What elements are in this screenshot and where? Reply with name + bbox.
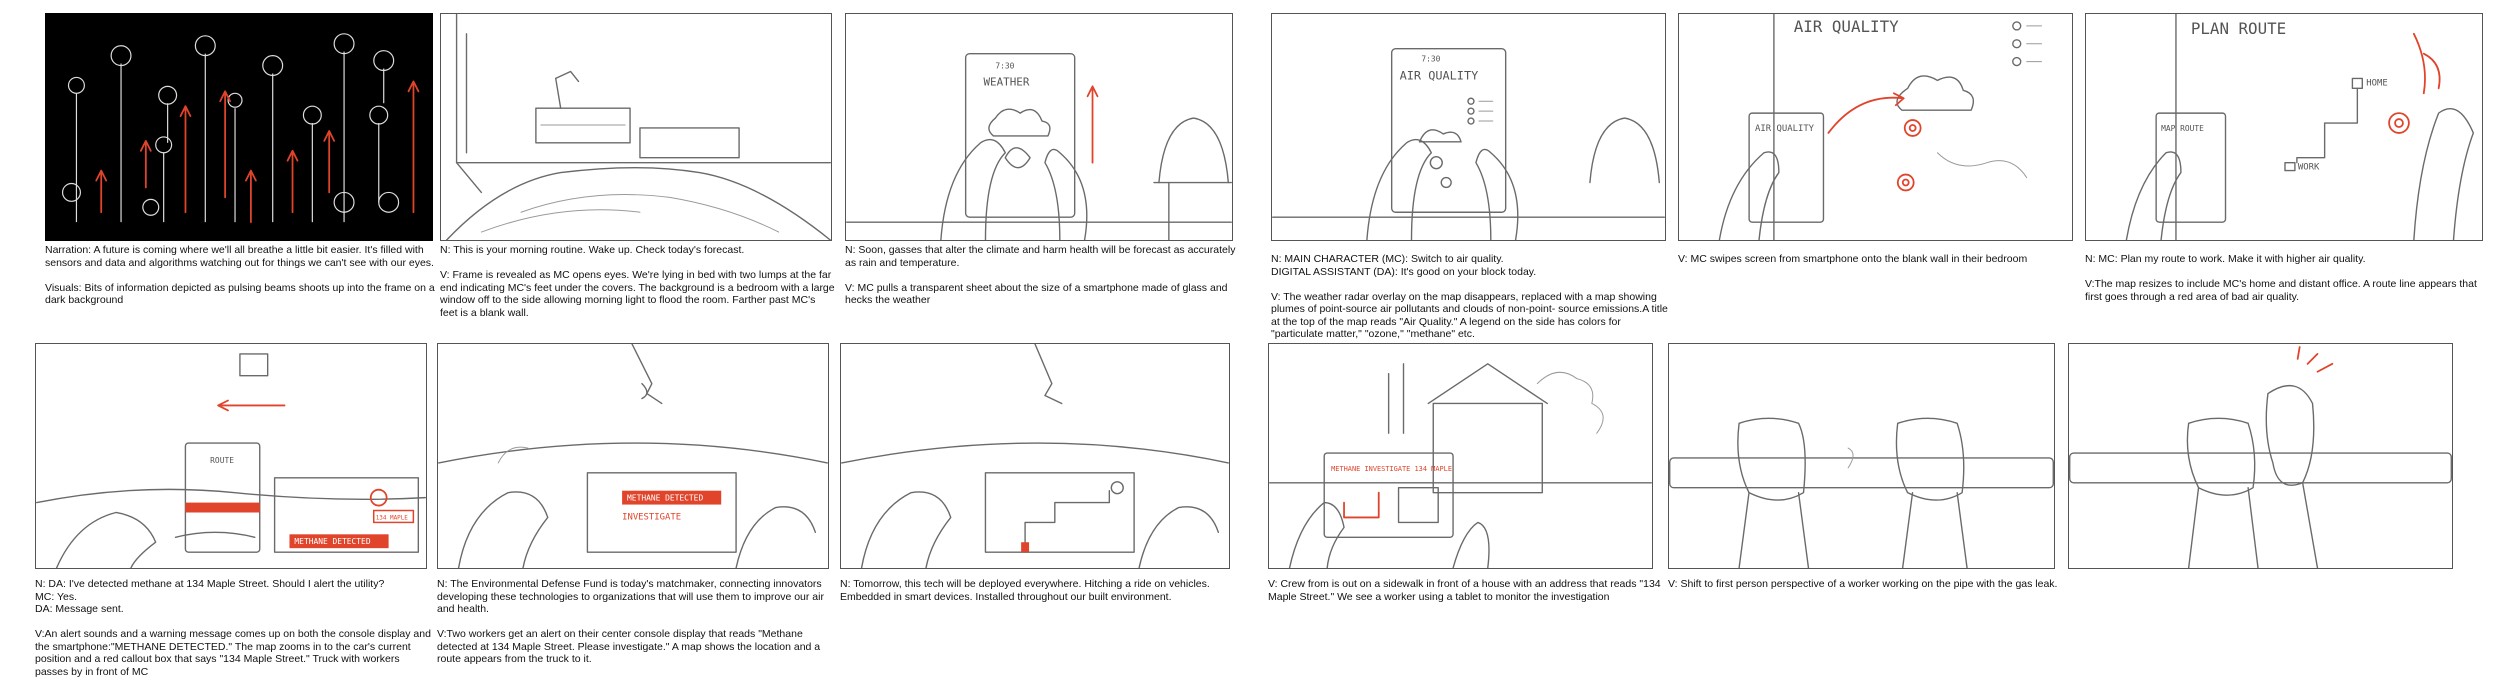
panel-8-caption: N: The Environmental Defense Fund is today's matchmaker, connecting innovators developing these technologies to organizations that will use them to improve our air and health. V:Two workers get an alert on their center console display that reads "Methane detected at 134 Maple Street. Please investigate." A map shows the location and a route appears from the truck to it. — [437, 578, 824, 665]
panel-8-frame — [437, 343, 829, 569]
panel-7-caption: N: DA: I've detected methane at 134 Maple Street. Should I alert the utility? MC: Yes. DA: Message sent. V:An alert sounds and a warning message comes up on both the console display and the smartphone:"METHANE DETECTED." The map zooms in to the car's current position and a red callout box that says "134 Maple Street." Truck with workers passes by in front of MC — [35, 578, 431, 678]
svg-text:METHANE DETECTED: METHANE DETECTED — [294, 537, 371, 547]
panel-2-frame — [440, 13, 832, 241]
svg-text:7:30: 7:30 — [1421, 54, 1441, 64]
panel-9-caption: N: Tomorrow, this tech will be deployed everywhere. Hitching a ride on vehicles. Embedded in smart devices. Installed throughout our built environment. — [840, 578, 1210, 603]
panel-6-frame — [2085, 13, 2483, 241]
car-console-alert-sketch — [36, 344, 426, 568]
panel-7-frame — [35, 343, 427, 569]
panel-11-frame — [1668, 343, 2055, 569]
panel-1-frame — [45, 13, 433, 241]
svg-text:METHANE INVESTIGATE 134 MAPLE: METHANE INVESTIGATE 134 MAPLE — [1331, 464, 1453, 473]
panel-4-frame — [1271, 13, 1666, 241]
svg-text:MAP ROUTE: MAP ROUTE — [2161, 123, 2204, 133]
panel-3-caption: N: Soon, gasses that alter the climate and harm health will be forecast as accurately as rain and temperature. V: MC pulls a transparent sheet about the size of a smartphone made of glass and hecks the weather — [845, 244, 1236, 306]
panel-10-frame — [1268, 343, 1653, 569]
air-quality-phone-sketch — [1272, 14, 1665, 240]
data-beams-sketch — [46, 14, 432, 240]
svg-text:134 MAPLE: 134 MAPLE — [375, 514, 408, 522]
panel-4-caption: N: MAIN CHARACTER (MC): Switch to air quality. DIGITAL ASSISTANT (DA): It's good on your block today. V: The weather radar overlay on the map disappears, replaced with a map showing plumes of point-source air pollutants and clouds of non-point- source emissions.A title at the top of the map reads "Air Quality." A legend on the side has colors for "particulate matter," "ozone," "methane" etc. — [1271, 253, 1668, 340]
panel-11-caption: V: Shift to first person perspective of a worker working on the pipe with the gas leak. — [1668, 578, 2058, 590]
panel-3-frame — [845, 13, 1233, 241]
svg-text:WEATHER: WEATHER — [983, 75, 1030, 89]
plan-route-sketch — [2086, 14, 2482, 240]
pipe-leak-sketch — [2069, 344, 2452, 568]
bedroom-sketch — [441, 14, 831, 240]
workers-truck-console-sketch — [438, 344, 828, 568]
sidewalk-tablet-sketch — [1269, 344, 1652, 568]
panel-1-caption: Narration: A future is coming where we'll all breathe a little bit easier. It's filled with sensors and data and algorithms watching out for things we can't see with our eyes. Visuals: Bits of information depicted as pulsing beams shoots up into the frame on a dark background — [45, 244, 435, 306]
svg-text:PLAN ROUTE: PLAN ROUTE — [2190, 18, 2287, 38]
panel-5-frame — [1678, 13, 2073, 241]
panel-10-caption: V: Crew from is out on a sidewalk in front of a house with an address that reads "134 Maple Street." We see a worker using a tablet to monitor the investigation — [1268, 578, 1661, 603]
svg-text:WORK: WORK — [2297, 162, 2320, 173]
panel-6-caption: N: MC: Plan my route to work. Make it with higher air quality. V:The map resizes to include MC's home and distant office. A route line appears that first goes through a red area of bad air quality. — [2085, 253, 2477, 303]
svg-text:AIR QUALITY: AIR QUALITY — [1793, 16, 1899, 36]
panel-9-frame — [840, 343, 1230, 569]
svg-text:HOME: HOME — [2366, 78, 2388, 89]
panel-5-caption: V: MC swipes screen from smartphone onto the blank wall in their bedroom — [1678, 253, 2028, 265]
pipe-hands-sketch — [1669, 344, 2054, 568]
route-console-sketch — [841, 344, 1229, 568]
swipe-to-wall-sketch — [1679, 14, 2072, 240]
panel-12-frame — [2068, 343, 2453, 569]
svg-text:ROUTE: ROUTE — [210, 455, 234, 465]
svg-text:INVESTIGATE: INVESTIGATE — [622, 512, 682, 523]
panel-2-caption: N: This is your morning routine. Wake up. Check today's forecast. V: Frame is revealed as MC opens eyes. We're lying in bed with two lumps at the far end indicating MC's feet under the covers. The background is a bedroom with a large window off to the side allowing morning light to flood the room. Farther past MC's feet is a blank wall. — [440, 244, 835, 319]
weather-phone-sketch — [846, 14, 1232, 240]
svg-text:7:30: 7:30 — [995, 61, 1015, 71]
svg-text:AIR QUALITY: AIR QUALITY — [1755, 123, 1815, 134]
svg-text:AIR QUALITY: AIR QUALITY — [1399, 68, 1479, 83]
svg-text:METHANE DETECTED: METHANE DETECTED — [627, 493, 704, 503]
